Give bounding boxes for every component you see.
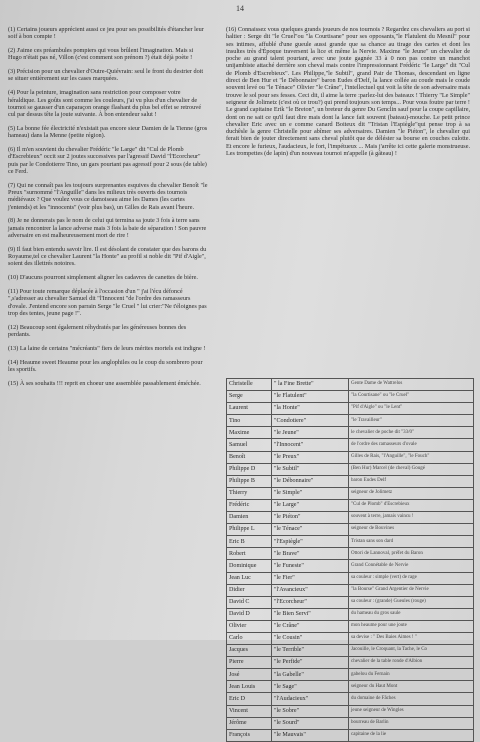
footnote-paragraph: (15) À ses souhaits !!! reprit en choeur une assemblée passablement éméchée. (8, 379, 201, 387)
footnote-paragraph: (3) Précision pour un chevalier d'Outre-Quiévrain: seul le front du destrier doit se situer entièrement sur les cases marquées. (8, 68, 204, 83)
footnote-paragraph: (14) Heaume sweet Heaume pour les anglophiles ou le coup du sombrero pour les sportifs. (8, 358, 203, 373)
table-row (227, 729, 474, 741)
knight-description-cell: mon heaume pour une joute (349, 620, 474, 632)
footnote-paragraph: (1) Certains joueurs apprécient aussi ce jeu pour ses possibilités d'étancher leur soif à bon compte ! (8, 26, 204, 41)
knight-nickname-cell: "le Bien Servi" (272, 608, 349, 620)
knight-description-cell: de l'ordre des ramasseurs d'ovale (349, 439, 474, 451)
knight-nickname-cell: "le Fier" (272, 572, 349, 584)
footnote-paragraph: (6) Il m'en souvient du chevalier Frédéric "le Large" dit "Cul de Plomb d'Escrebieux" occit sur 2 joutes successives par l'agressif David "l'Ecorcheur" puis par le Condotierre Tino, un gars pourtant pas agressif pour 2 sous (de table) ce Ferd. (8, 146, 207, 175)
knight-name-cell: Eric B (227, 536, 272, 548)
table-row (227, 403, 474, 415)
knight-name-cell: Pierre (227, 657, 272, 669)
table-row (227, 439, 474, 451)
main-text-column (226, 26, 470, 157)
knight-nickname-cell: "le Sage" (272, 681, 349, 693)
footnote-paragraph: (13) La laine de certains "mécréants" fiers de leurs mérites mortels est indigne ! (8, 344, 206, 352)
knight-name-cell: Tino (227, 415, 272, 427)
knight-nickname-cell: "le Mauvais" (272, 729, 349, 741)
knight-description-cell: le chevalier de poche dit "33/0" (349, 427, 474, 439)
knight-description-cell: "la Courtisane" ou "le Cruel" (349, 391, 474, 403)
knight-description-cell: du hameau du gros saule (349, 608, 474, 620)
knight-description-cell: "Cul de Plomb" d'Escrebieux (349, 499, 474, 511)
knight-nickname-cell: "l'Innocent" (272, 439, 349, 451)
knight-name-cell: Jean Louis (227, 681, 272, 693)
knight-description-cell: seigneur du Haut Mont (349, 681, 474, 693)
knight-nickname-cell: "le Cousin" (272, 632, 349, 644)
knight-name-cell: Didier (227, 584, 272, 596)
table-row (227, 499, 474, 511)
footnote-paragraph: (8) Je ne donnerais pas le nom de celui qui termina sa joute 3 fois à terre sans jamais rencontrer la lance adverse mais 3 fois la baie de séparation ! Son pauvre adversaire en est malheureusement mort de rire ! (8, 217, 207, 240)
table-row (227, 463, 474, 475)
knight-name-cell: Thierry (227, 487, 272, 499)
table-row (227, 548, 474, 560)
knight-nickname-cell: "l'Audacieux" (272, 693, 349, 705)
table-row (227, 596, 474, 608)
table-row (227, 645, 474, 657)
knight-description-cell: seigneur de Bouvines (349, 524, 474, 536)
knight-name-cell: Carlo (227, 632, 272, 644)
knight-name-cell: Olivier (227, 620, 272, 632)
knight-nickname-cell: "le Simple" (272, 487, 349, 499)
knight-description-cell: Grand Connétable de Nervie (349, 560, 474, 572)
knight-name-cell: Eric D (227, 693, 272, 705)
knight-name-cell: Frédéric (227, 499, 272, 511)
knight-name-cell: Robert (227, 548, 272, 560)
knight-name-cell: Dominique (227, 560, 272, 572)
knight-description-cell: Jacouille, le Croquant, la Tache, le Co (349, 645, 474, 657)
knight-nickname-cell: "le Piéton" (272, 512, 349, 524)
knight-nickname-cell: "le Preux" (272, 451, 349, 463)
table-row (227, 451, 474, 463)
table-row (227, 632, 474, 644)
knight-name-cell: Damien (227, 512, 272, 524)
footnote-paragraph: (12) Beaucoup sont également réhydratés par les généreuses bonnes des perdants. (8, 323, 187, 338)
footnote-paragraph: (2) J'aime ces préambules pompiers qui vous brûlent l'imagination. Mais si Hugo n'était pas né, Villon (c'est comment son prénom ?) était déjà poète ! (8, 47, 194, 62)
page-number: 14 (236, 4, 244, 13)
table-row (227, 620, 474, 632)
table-row (227, 487, 474, 499)
knight-nickname-cell: "le Flatulent" (272, 391, 349, 403)
knight-name-cell: Jérôme (227, 717, 272, 729)
knight-nickname-cell: "le Ténace" (272, 524, 349, 536)
table-row (227, 584, 474, 596)
knight-name-cell: Philippe B (227, 475, 272, 487)
knight-description-cell: baron Eudes Delf (349, 475, 474, 487)
knight-nickname-cell: "le Subtil" (272, 463, 349, 475)
knight-description-cell: du domaine de Fâches (349, 693, 474, 705)
knight-nickname-cell: "Condotiere" (272, 415, 349, 427)
knight-name-cell: Samuel (227, 439, 272, 451)
knights-table-wrapper (226, 378, 474, 739)
knight-nickname-cell: "la Honte" (272, 403, 349, 415)
knight-nickname-cell: "le Sobre" (272, 705, 349, 717)
knight-description-cell: sa devise : " Des Baies Aimes ! " (349, 632, 474, 644)
knight-nickname-cell: "le Terrible" (272, 645, 349, 657)
knight-description-cell: bourreau de Barlin (349, 717, 474, 729)
footnote-paragraph: (4) Pour la peinture, imagination sans restriction pour composer votre héraldique. Les goûts sont comme les couleurs, j'ai vu plus d'un chevalier de tournoi se gausser d'un caparaçon orange flashant du plus bel effet se retrouvé cul par dessus tête la joute suivante. À bon entendeur salut ! (8, 89, 202, 119)
knight-name-cell: Christelle (227, 379, 272, 391)
knight-description-cell: sa couleur : (grande) Gueules (rouge) (349, 596, 474, 608)
footnote-paragraph: (5) La bonne fée électricité n'existait pas encore sieur Damien de la Tienne (gros hameau) dans la Menne (petite région). (8, 124, 208, 140)
paragraph-16: (16) Connaissez vous quelques grands joueurs de nos tournois ? Regardez ces chevaliers au port si haltier : Serge dit "le Cruel"ou "la Courtisane" pour ses opposants,"le Flatulent du Mesnil" pour ses intimes, affublé d'une gueule aussi grande que sa chance au tirage des cartes et dont les insultes très d'Époque traversent la lice et même la Nervie. Maxime "le Jeune" un chevalier de poche au grand talent pourtant, avec une joute gagnée 33 à 0 non pas contre un manchot unijambiste attaché derrière son cheval mais contre l'impressionnant Frédéric "le Large" dit "Cul de Plomb d'Escrebieux". Les Philippe,"le Subtil", grand Pair de Thomas, descendant en ligne direct de Ben Hur et "le Débonnaire" baron Eudes d'Delf, la lance collée au coude mais le coude souvent levé ou "le Ténace" Olivier "le Crâne", l'intellectuel qui voit la tête de son adversaire mais trouve le sol pour ses fesses. Ceci dit, il aime la terre :parlez-lui des bateaux ! Thierry "Le Simple" seigneur de Jolimetz (c'est où ce trou?) qui prend toujours son temps... Pour vous foutre par terre ! Le grand capitaine Erik "le Breton", un breteur du genre Du Genclin sauf pour la coupe capillaire, dont on ne sait ce qu'il faut dire mais dont la lance fait souvent (bateau)-mouche. Le petit prince chevalier Eric avec un e comme canard Boiteux dit "Tristan l'Espiègle"qui pense trop à sa duchêsle la genre Christelle pour abîmer ses adversaires. Damien "le Piéton", le chevalier qui ferait bien de jouter directement sans cheval plutôt que de déléster sa bourse en couches culotte. Et encore le furieux, l'audacieux, le fort, l'impétueux ... Mais j'arrête ici cette galerie monstrueuse. Les trompettes (de lapin) d'un nouveau tournoi m'appelle (à gâteau) ! (226, 26, 470, 158)
table-row (227, 475, 474, 487)
table-row (227, 560, 474, 572)
knight-description-cell: Gente Dame de Wattrelos (349, 379, 474, 391)
knight-name-cell: Serge (227, 391, 272, 403)
knight-name-cell: François (227, 729, 272, 741)
footnote-paragraph: (9) Il faut bien entendu savoir lire. Il est désolant de constater que des barons du Royaume,tel ce chevalier Laurent "la Honte" au profil si noble dit "Pif d'Aigle", soient des illettrés notoires. (8, 245, 207, 268)
knight-name-cell: Vincent (227, 705, 272, 717)
knight-nickname-cell: "le Crâne" (272, 620, 349, 632)
knight-nickname-cell: "le Perfide" (272, 657, 349, 669)
knight-name-cell: Maxime (227, 427, 272, 439)
knight-name-cell: Benoît (227, 451, 272, 463)
knight-nickname-cell: "l'Espiègle" (272, 536, 349, 548)
knight-description-cell: sa couleur : simple (vert) de rage (349, 572, 474, 584)
knight-description-cell: souvent à terre, jamais vaincu ! (349, 512, 474, 524)
footnote-paragraph: (11) Pour toute remarque déplacée à l'occasion d'un " j'ai l'écu défoncé ",s'adresser au chevalier Samuel dit "l'Innocent "de l'ordre des ramasseurs d'ovale. J'entend encore son parrain Serge "le Cruel " lui crier:"Ne t'éloignes pas trop des tentes, jeune page !". (8, 288, 207, 317)
table-row (227, 427, 474, 439)
knight-description-cell: (Ben Hur) Marcel (de cheval) Gougé (349, 463, 474, 475)
knight-name-cell: David D (227, 608, 272, 620)
knight-nickname-cell: "le Sourd" (272, 717, 349, 729)
footnote-paragraph: (7) Qui ne connaît pas les toujours surprenantes esquives du chevalier Benoît "le Preux "surnommé "l'Anguille" dans les milieux très ouverts des tournois médiévaux ? Que voulez vous ce damoiseau aime les Dames (les cartes j'entends) et les "innocents" (voir plus bas), un Gilles de Rais avant l'heure. (8, 181, 208, 211)
knight-description-cell: Gilles de Rais, "l'Anguille", "le Fouch" (349, 451, 474, 463)
knight-description-cell: gabelou du Fernain (349, 669, 474, 681)
knight-description-cell: "Pif d'Aigle" ou "le Lent" (349, 403, 474, 415)
knight-description-cell: "la Bourse" Grand Argentier de Nervie (349, 584, 474, 596)
table-row (227, 572, 474, 584)
knight-description-cell: chevalier de la table ronde d'Albion (349, 657, 474, 669)
knight-description-cell: "le Travailleur" (349, 415, 474, 427)
knight-name-cell: Jean Luc (227, 572, 272, 584)
table-row (227, 415, 474, 427)
knight-nickname-cell: "le Brave" (272, 548, 349, 560)
knight-name-cell: Philippe L (227, 524, 272, 536)
table-row (227, 524, 474, 536)
knight-nickname-cell: "l'Avancieux" (272, 584, 349, 596)
knight-description-cell: Ottori de Lannoval, préfet du Baron (349, 548, 474, 560)
table-row (227, 608, 474, 620)
knight-description-cell: seigneur de Jolimetz (349, 487, 474, 499)
table-row (227, 391, 474, 403)
knight-nickname-cell: "l'Ecorcheur" (272, 596, 349, 608)
knight-nickname-cell: "le Jeune" (272, 427, 349, 439)
table-row (227, 379, 474, 391)
table-row (227, 705, 474, 717)
knight-nickname-cell: "le Débonnaire" (272, 475, 349, 487)
knight-nickname-cell: " la Fine Brette" (272, 379, 349, 391)
table-row (227, 669, 474, 681)
table-row (227, 657, 474, 669)
knight-name-cell: José (227, 669, 272, 681)
knight-nickname-cell: "le Funeste" (272, 560, 349, 572)
knight-name-cell: Philippe D (227, 463, 272, 475)
knights-table (226, 378, 474, 742)
knight-nickname-cell: "le Large" (272, 499, 349, 511)
table-row (227, 536, 474, 548)
footnote-paragraph: (10) D'aucuns pourront simplement aligner les cadavres de canettes de bière. (8, 274, 198, 282)
table-row (227, 512, 474, 524)
table-row (227, 693, 474, 705)
table-row (227, 717, 474, 729)
knight-description-cell: capitaine de la lie (349, 729, 474, 741)
knight-name-cell: Laurent (227, 403, 272, 415)
knight-description-cell: jeune seigneur de Wingles (349, 705, 474, 717)
table-row (227, 681, 474, 693)
knight-description-cell: Tristan sans son dard (349, 536, 474, 548)
knight-name-cell: David C (227, 596, 272, 608)
knight-name-cell: Jacques (227, 645, 272, 657)
footnotes-column (8, 26, 208, 636)
knight-nickname-cell: "la Gabelle" (272, 669, 349, 681)
